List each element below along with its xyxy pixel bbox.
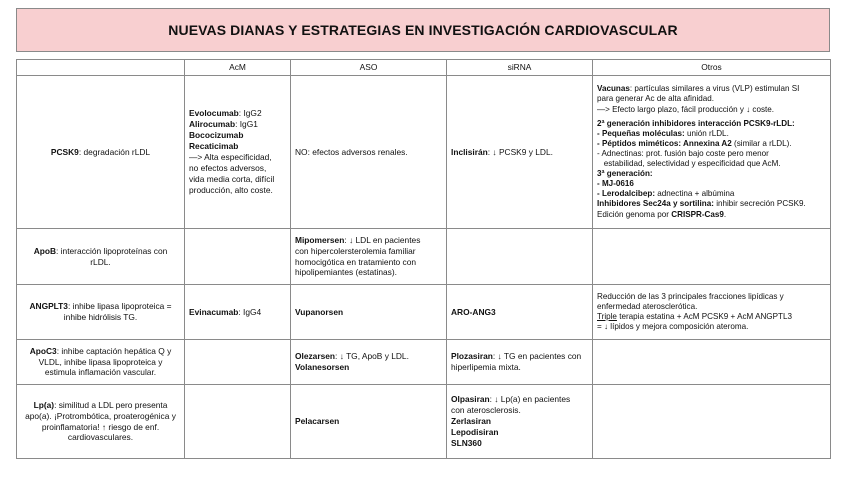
drug-note: hiperlipemia mixta. bbox=[451, 362, 521, 372]
drug-recaticimab: Recaticimab bbox=[189, 141, 239, 152]
table-row-apob bbox=[17, 229, 831, 285]
aso-cell-angptl3 bbox=[291, 285, 447, 340]
drug-plozasiran: Plozasiran bbox=[451, 351, 493, 362]
otros-cell-apoc3 bbox=[593, 340, 831, 385]
drug-note: con hipercolersterolemia familiar bbox=[295, 245, 416, 256]
drug-note: : ↓ TG, ApoB y LDL. bbox=[335, 351, 409, 362]
acm-note: producción, alto coste. bbox=[189, 184, 273, 195]
drug-note: adnectina + albúmina bbox=[655, 189, 735, 199]
targets-table bbox=[16, 59, 831, 459]
crispr-label: CRISPR-Cas9 bbox=[671, 209, 724, 219]
target-cell-apob bbox=[17, 229, 185, 285]
drug-olpasiran: Olpasiran bbox=[451, 394, 490, 405]
drug-evinacumab: Evinacumab bbox=[189, 306, 239, 317]
peptides-text: (similar a rLDL). bbox=[731, 138, 792, 148]
sirna-cell-apoc3 bbox=[447, 340, 593, 385]
target-desc: estimula inflamación vascular. bbox=[44, 367, 157, 378]
target-desc: : inhibe lipasa lipoproteica = bbox=[67, 301, 172, 312]
target-desc: inhibe hidrólisis TG. bbox=[63, 312, 138, 322]
target-desc: : degradación rLDL bbox=[78, 146, 151, 157]
drug-note: : IgG4 bbox=[238, 306, 262, 317]
drug-evolocumab: Evolocumab bbox=[189, 108, 239, 119]
table-row-pcsk9 bbox=[17, 76, 831, 229]
otros-cell-angptl3 bbox=[593, 285, 831, 340]
aso-cell-lpa bbox=[291, 385, 447, 459]
target-desc: apo(a). ¡Protrombótica, proaterogénica y bbox=[25, 410, 176, 421]
sec24a-text: inhibir secreción PCSK9. bbox=[713, 199, 806, 209]
drug-pelacarsen: Pelacarsen bbox=[295, 416, 340, 427]
drug-vupanorsen: Vupanorsen bbox=[295, 306, 344, 317]
drug-bococizumab: Bococizumab bbox=[189, 130, 244, 141]
vacunas-label: Vacunas bbox=[597, 84, 630, 94]
target-desc: cardiovasculares. bbox=[67, 432, 134, 443]
aso-cell-apob bbox=[291, 229, 447, 285]
sirna-cell-angptl3 bbox=[447, 285, 593, 340]
drug-note: : IgG1 bbox=[235, 119, 258, 130]
otros-cell-pcsk9 bbox=[593, 76, 831, 229]
acm-note: no efectos adversos, bbox=[189, 162, 267, 173]
acm-cell-apob bbox=[185, 229, 291, 285]
otros-text: enfermedad aterosclerótica. bbox=[597, 301, 698, 311]
drug-volanesorsen: Volanesorsen bbox=[295, 362, 350, 372]
header-sirna: siRNA bbox=[447, 60, 593, 76]
target-desc: : interacción lipoproteínas con bbox=[56, 245, 168, 256]
otros-text: Reducción de las 3 principales fracciones lipídicas y bbox=[597, 291, 784, 301]
header-target bbox=[17, 60, 185, 76]
target-desc: proinflamatoria! ↑ riesgo de enf. bbox=[41, 421, 160, 432]
small-molecules-label: - Pequeñas moléculas: bbox=[597, 128, 685, 138]
drug-note: con aterosclerosis. bbox=[451, 405, 521, 416]
triple-label: Triple bbox=[597, 312, 617, 321]
drug-note: : ↓ TG en pacientes con bbox=[492, 351, 582, 362]
vacunas-text: —> Efecto largo plazo, fácil producción y ↓ coste. bbox=[597, 104, 775, 114]
target-desc: VLDL, inhibe lipasa lipoproteica y bbox=[38, 356, 163, 367]
vacunas-text: : partículas similares a virus (VLP) estimulan SI bbox=[629, 84, 800, 94]
header-aso: ASO bbox=[291, 60, 447, 76]
sirna-cell-pcsk9 bbox=[447, 76, 593, 229]
crispr-text: Edición genoma por bbox=[597, 209, 672, 219]
target-cell-pcsk9 bbox=[17, 76, 185, 229]
drug-note: homocigótica en tratamiento con bbox=[295, 256, 417, 267]
aso-cell-apoc3 bbox=[291, 340, 447, 385]
table-row-lpa bbox=[17, 385, 831, 459]
sirna-cell-lpa bbox=[447, 385, 593, 459]
drug-note: : ↓ Lp(a) en pacientes bbox=[489, 394, 571, 405]
acm-cell-apoc3 bbox=[185, 340, 291, 385]
title-banner bbox=[16, 8, 830, 52]
drug-lepodisiran: Lepodisiran bbox=[451, 426, 499, 437]
adnectinas-text: - Adnectinas: prot. fusión bajo coste pero menor bbox=[597, 148, 769, 158]
peptides-label: - Péptidos miméticos: Annexina A2 bbox=[597, 138, 732, 148]
otros-text: terapia estatina + AcM PCSK9 + AcM ANGPTL3 bbox=[616, 312, 792, 321]
second-gen-heading: 2ª generación inhibidores interacción PCSK9-rLDL: bbox=[597, 118, 795, 128]
drug-olezarsen: Olezarsen bbox=[295, 351, 336, 362]
drug-lerodalcibep: - Lerodalcibep: bbox=[597, 189, 656, 199]
small-molecules-text: unión rLDL. bbox=[684, 128, 729, 138]
table-row-apoc3 bbox=[17, 340, 831, 385]
acm-note: —> Alta especificidad, bbox=[189, 152, 272, 162]
drug-mj0616: - MJ-0616 bbox=[597, 179, 634, 189]
drug-note: : ↓ LDL en pacientes bbox=[344, 234, 421, 245]
acm-note: vida media corta, difícil bbox=[189, 173, 275, 184]
target-name: ApoB bbox=[33, 245, 57, 256]
otros-cell-apob bbox=[593, 229, 831, 285]
acm-cell-pcsk9 bbox=[185, 76, 291, 229]
adnectinas-text: estabilidad, selectividad y especificidad que AcM. bbox=[597, 159, 781, 169]
drug-zerlasiran: Zerlasiran bbox=[451, 416, 492, 427]
header-row bbox=[17, 60, 831, 76]
drug-note: : ↓ PCSK9 y LDL. bbox=[487, 146, 553, 157]
header-acm: AcM bbox=[185, 60, 291, 76]
sirna-cell-apob bbox=[447, 229, 593, 285]
vacunas-text: para generar Ac de alta afinidad. bbox=[597, 94, 714, 104]
acm-cell-lpa bbox=[185, 385, 291, 459]
target-name: ApoC3 bbox=[29, 345, 57, 356]
drug-mipomersen: Mipomersen bbox=[295, 234, 345, 245]
otros-text: = ↓ lípidos y mejora composición ateroma. bbox=[597, 322, 749, 332]
drug-inclisiran: Inclisirán bbox=[451, 146, 488, 157]
third-gen-heading: 3ª generación: bbox=[597, 169, 653, 179]
target-desc: : similitud a LDL pero presenta bbox=[54, 399, 168, 410]
header-otros: Otros bbox=[593, 60, 831, 76]
target-name: Lp(a) bbox=[33, 399, 55, 410]
table-row-angptl3 bbox=[17, 285, 831, 340]
aso-cell-pcsk9: NO: efectos adversos renales. bbox=[291, 76, 447, 229]
drug-note: : IgG2 bbox=[238, 108, 262, 119]
target-cell-angptl3 bbox=[17, 285, 185, 340]
otros-cell-lpa bbox=[593, 385, 831, 459]
crispr-end: . bbox=[723, 209, 727, 219]
acm-cell-angptl3 bbox=[185, 285, 291, 340]
target-name: ANGPLT3 bbox=[29, 301, 68, 312]
page-title: NUEVAS DIANAS Y ESTRATEGIAS EN INVESTIGACIÓN CARDIOVASCULAR bbox=[168, 22, 678, 38]
drug-sln360: SLN360 bbox=[451, 437, 482, 448]
drug-alirocumab: Alirocumab bbox=[189, 119, 236, 130]
target-desc: : inhibe captación hepática Q y bbox=[56, 345, 172, 356]
target-cell-lpa bbox=[17, 385, 185, 459]
target-name: PCSK9 bbox=[50, 146, 79, 157]
drug-aro-ang3: ARO-ANG3 bbox=[451, 306, 496, 317]
target-desc: rLDL. bbox=[90, 256, 111, 267]
target-cell-apoc3 bbox=[17, 340, 185, 385]
drug-note: hipolipemiantes (estatinas). bbox=[295, 267, 397, 278]
sec24a-label: Inhibidores Sec24a y sortilina: bbox=[597, 199, 714, 209]
